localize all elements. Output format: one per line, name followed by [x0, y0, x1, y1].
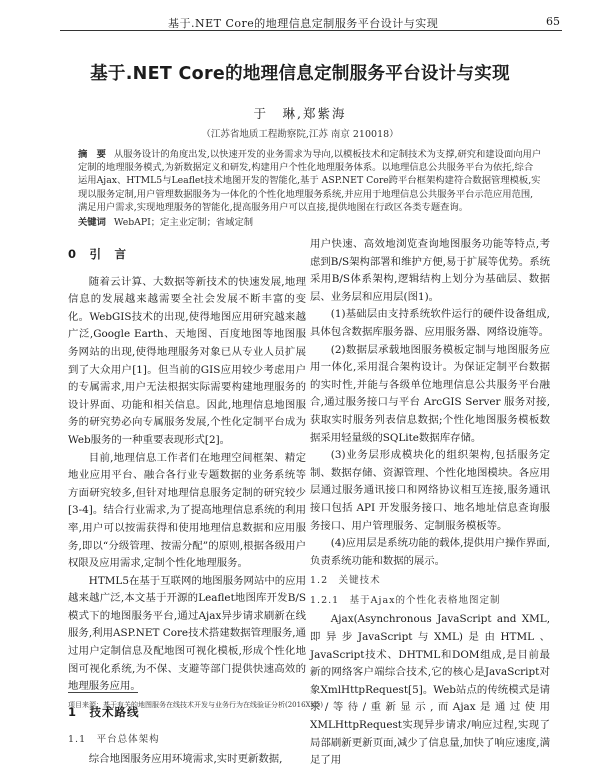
running-head-title: 基于.NET Core的地理信息定制服务平台设计与实现 — [168, 17, 439, 30]
layer-item-data: (2)数据层承载地图服务模板定制与地图服务应用一体化,采用混合架构设计。为保证定制平台数据的实时性,并能与各级单位地理信息公共服务平台融合,通过服务接口与平台 ArcGIS Server 服务对接,获取实时服务列表信息数据;个性化地图服务模板数据采用轻量级的SQLite数据库存储。 — [310, 343, 550, 444]
abstract — [78, 148, 542, 214]
funding-footnote: 项目来源：基于有关的地图服务在线技术开发与业务行为在线验证分析(2016XK5) — [68, 701, 323, 709]
footnote-rule — [68, 692, 138, 693]
architecture-paragraph-1: 综合地图服务应用环境需求,实时更新数据, — [88, 753, 283, 766]
abstract-text: 从服务设计的角度出发,以快速开发的业务需求为导向,以模板技术和定制技术为支撑,研究和建设面向用户定制的地理服务模式,为新数据定义和研发,构建用户个性化地理服务体系。以地理信息公共服务平台为依托,综合运用Ajax、HTML5与Leaflet技术地图开发的智能化,基于 ASP.NET Core跨平台框架构建符合数据管理模板,实现以服务定制,用户管理数据服务为一体化的个性化地理服务系统,并应用于地理信息公共服务平台示范应用范围,满足用户需求,实现地理服务的智能化,提高服务用户可以直接,提供地图在行政区各类专题查询。 — [78, 149, 542, 213]
abstract-label: 摘 要 — [78, 149, 106, 160]
left-column — [68, 238, 306, 769]
keywords-text: WebAPI；定主业定制；省域定制 — [113, 217, 254, 229]
intro-paragraph-3: HTML5在基于互联网的地图服务网站中的应用越来越广泛,本文基于开源的Leaflet地图库开发B/S模式下的地图服务平台,通过Ajax异步请求刷新在线服务,利用ASP.NET Core技术搭建数据管理服务,通过用户定制信息及配地图可视化模板,形成个性化地图可视化系统,为不保、支避等部门提供快速高效的地理服务应用。 — [68, 574, 306, 693]
architecture-paragraph-2: 用户快速、高效地浏览查询地图服务功能等特点,考虑到B/S架构部署和维护方便,易于扩展等优势。系统采用B/S体系架构,逻辑结构上划分为基础层、数据层、业务层和应用层(图1)。 — [310, 238, 550, 303]
abstract-block — [78, 148, 542, 229]
affiliation: （江苏省地质工程勘察院,江苏 南京 210018） — [201, 129, 399, 140]
keywords-label: 关键词 — [78, 217, 106, 229]
intro-paragraph-2: 目前,地理信息工作者们在地理空间框架、精定地业应用平台、融合各行业专题数据的业务系统等方面研究较多,但针对地理信息服务定制的研究较少[3-4]。结合行业需求,为了提高地理信息系统的利用率,用户可以按需获得和使用地理信息数据和应用服务,即以“分级管理、按需分配”的原则,根据各级用户权限及应用需求,定制个性化地理服务。 — [68, 451, 306, 570]
layer-item-application: (4)应用层是系统功能的载体,提供用户操作界面,负责系统功能和数据的展示。 — [310, 537, 550, 567]
section-heading-introduction: 0 引 言 — [68, 247, 128, 261]
section-heading-technical-route: 1 技术路线 — [68, 704, 140, 719]
layer-item-foundation: (1)基础层由支持系统软件运行的硬件设备组成,具体包含数据库服务器、应用服务器、网络设施等。 — [310, 308, 550, 338]
paper-title: 基于.NET Core的地理信息定制服务平台设计与实现 — [90, 64, 510, 84]
authors: 于 琳,郑紫海 — [253, 106, 347, 121]
subsection-heading-architecture: 1.1 平台总体架构 — [68, 734, 160, 746]
right-column — [310, 236, 550, 770]
running-head — [60, 14, 562, 31]
page-number: 65 — [546, 15, 560, 28]
subsection-heading-ajax: 1.2.1 基于Ajax的个性化表格地图定制 — [310, 594, 501, 606]
keywords — [78, 216, 542, 229]
subsection-heading-key-tech: 1.2 关键技术 — [310, 575, 381, 587]
ajax-paragraph: Ajax(Asynchronous JavaScript and XML,即异步JavaScript与XML)是由HTML、JavaScript技术、DHTML和DOM组成,是目前最新的网络客户端综合技术,它的核心是JavaScript对象XmlHttpRequest[5]。Web站点的传统模式是请求/等待/重新显示,而Ajax是通过使用XMLHttpRequest实现异步请求/响应过程,实现了局部刷新更新页面,减少了信息量,加快了响应速度,满足了用 — [310, 613, 550, 767]
layer-item-business: (3)业务层形成模块化的组织架构,包括服务定制、数据存储、资源管理、个性化地图模块。各应用层通过服务通讯接口和网络协议相互连接,服务通讯接口包括 API 开发服务接口、地名地址信息查询服务接口、用户管理服务、定制服务模板等。 — [310, 449, 550, 532]
intro-paragraph-1: 随着云计算、大数据等新技术的快速发展,地理信息的发展越来越需要全社会发展不断丰富的变化。WebGIS技术的出现,使得地图应用研究越来越广泛,Google Earth、天地图、百度地图等地图服务网站的出现,使得地理服务对象已从专业人员扩展到了大众用户[1]。但当前的GIS应用较少考虑用户的专属需求,用户无法根据实际需要构建地理服务的设计界面、功能和相关信息。因此,地理信息地图服务的研究势必向专属服务发展,个性化定制平台成为Web服务的一种重要表现形式[2]。 — [68, 275, 306, 446]
